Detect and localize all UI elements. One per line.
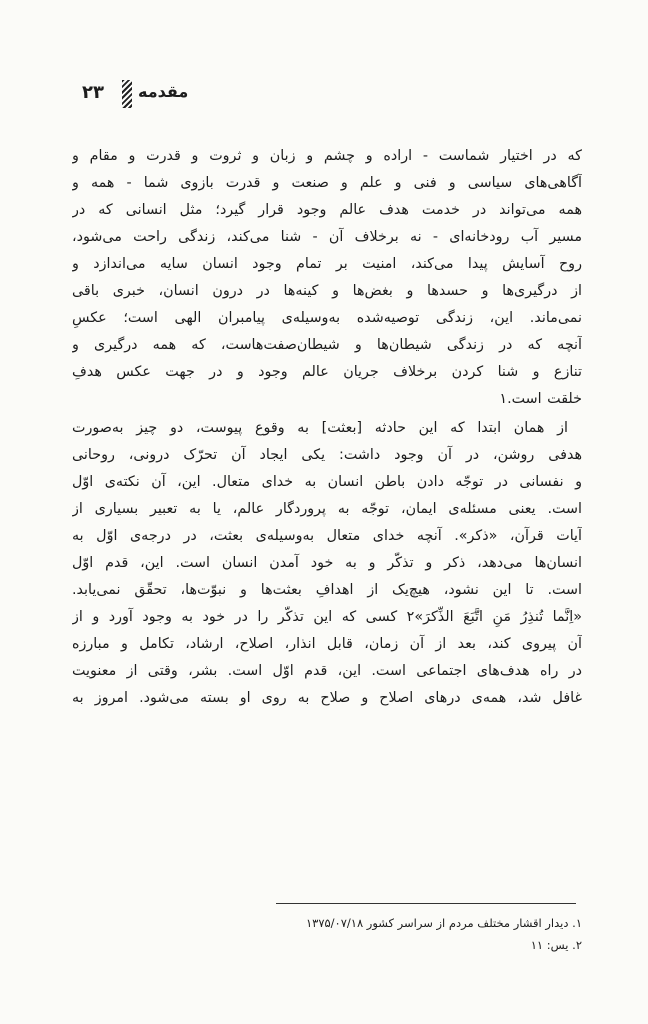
text-line: از همان ابتدا که این حادثه [بعثت] به وقوع پیوست، دو چیز به‌صورت [72,420,568,436]
text-line: انسان‌ها می‌دهد، ذکر و تذکّر و به خود آمدن انسان است. این، قدم اوّل [72,555,582,571]
footnote-divider [276,903,576,904]
text-line: در راه هدف‌های اجتماعی است. این، قدم اوّل است. بشر، وقتی از معنویت [72,663,582,679]
header-ornament-icon [122,80,132,108]
text-line: آنچه که در زندگی شیطان‌ها و شیطان‌صفت‌هاست، که همه درگیری و [72,337,582,353]
paragraph-2 [72,415,582,712]
text-line: آیات قرآن، «ذکر». آنچه خدای متعال به‌وسیله‌ی بعثت، در درجه‌ی اوّل به [72,528,582,544]
text-line: روح آسایش پیدا می‌کند، امنیت بر تمام وجود انسان سایه می‌اندازد و [72,256,582,272]
text-line: تنازع و شنا کردن برخلاف جریان عالم وجود و در جهت عکس هدفِ [72,364,582,380]
text-line: نمی‌ماند. این، زندگی توصیه‌شده به‌وسیله‌ی پیامبران الهی است؛ عکسِ [72,310,582,326]
text-line: هدفی روشن، در آن وجود داشت: یکی ایجاد آن تحرّک درونی، روحانی [72,447,582,463]
text-line: همه می‌تواند در خدمت هدف عالم وجود قرار گیرد؛ مثل انسانی که در [72,202,582,218]
text-line: غافل شد، همه‌ی درهای اصلاح و صلاح به روی او بسته می‌شود. امروز به [72,690,582,706]
text-line: آگاهی‌های سیاسی و فنی و علم و صنعت و قدرت بازوی شما - همه و [72,175,582,191]
text-line: خلقت است.۱ [499,391,582,407]
page-number: ۲۳ [82,82,104,103]
footnotes [72,912,582,956]
text-line: است. یعنی مسئله‌ی ایمان، توجّه به پروردگار عالم، یا به تعبیر بسیاری از [72,501,582,517]
text-line: است. تا این نشود، هیچ‌یک از اهدافِ بعثت‌ها و نبوّت‌ها، تحقّق نمی‌یابد. [72,582,582,598]
body-text [72,143,582,712]
text-line: و نفسانی در توجّه دادن باطن انسان به خدای متعال. این، آن نکته‌ی اوّل [72,474,582,490]
text-line: آن پیروی کند، بعد از آن زمان، قابل انذار، اصلاح، ارشاد، تکامل و مبارزه [72,636,582,652]
text-line: مسیر آب رودخانه‌ای - نه برخلاف آن - شنا می‌کند، زندگی راحت می‌شود، [72,229,582,245]
text-line: که در اختیار شماست - اراده و چشم و زبان و ثروت و قدرت و مقام و [72,148,582,164]
text-line: «اِنَّما تُنذِرُ مَنِ اتَّبَعَ الذِّکرَ»۲ کسی که این تذکّر را در خود به وجود آورد و از [72,609,582,625]
section-title: مقدمه [138,82,189,101]
footnote-2: ۲. یس: ۱۱ [530,938,582,952]
page-header [82,80,189,110]
text-line: از درگیری‌ها و حسدها و بغض‌ها و کینه‌ها در درون انسان، خبری باقی [72,283,582,299]
footnote-1: ۱. دیدار اقشار مختلف مردم از سراسر کشور ۱۳۷۵/۰۷/۱۸ [305,916,582,930]
paragraph-1 [72,143,582,413]
